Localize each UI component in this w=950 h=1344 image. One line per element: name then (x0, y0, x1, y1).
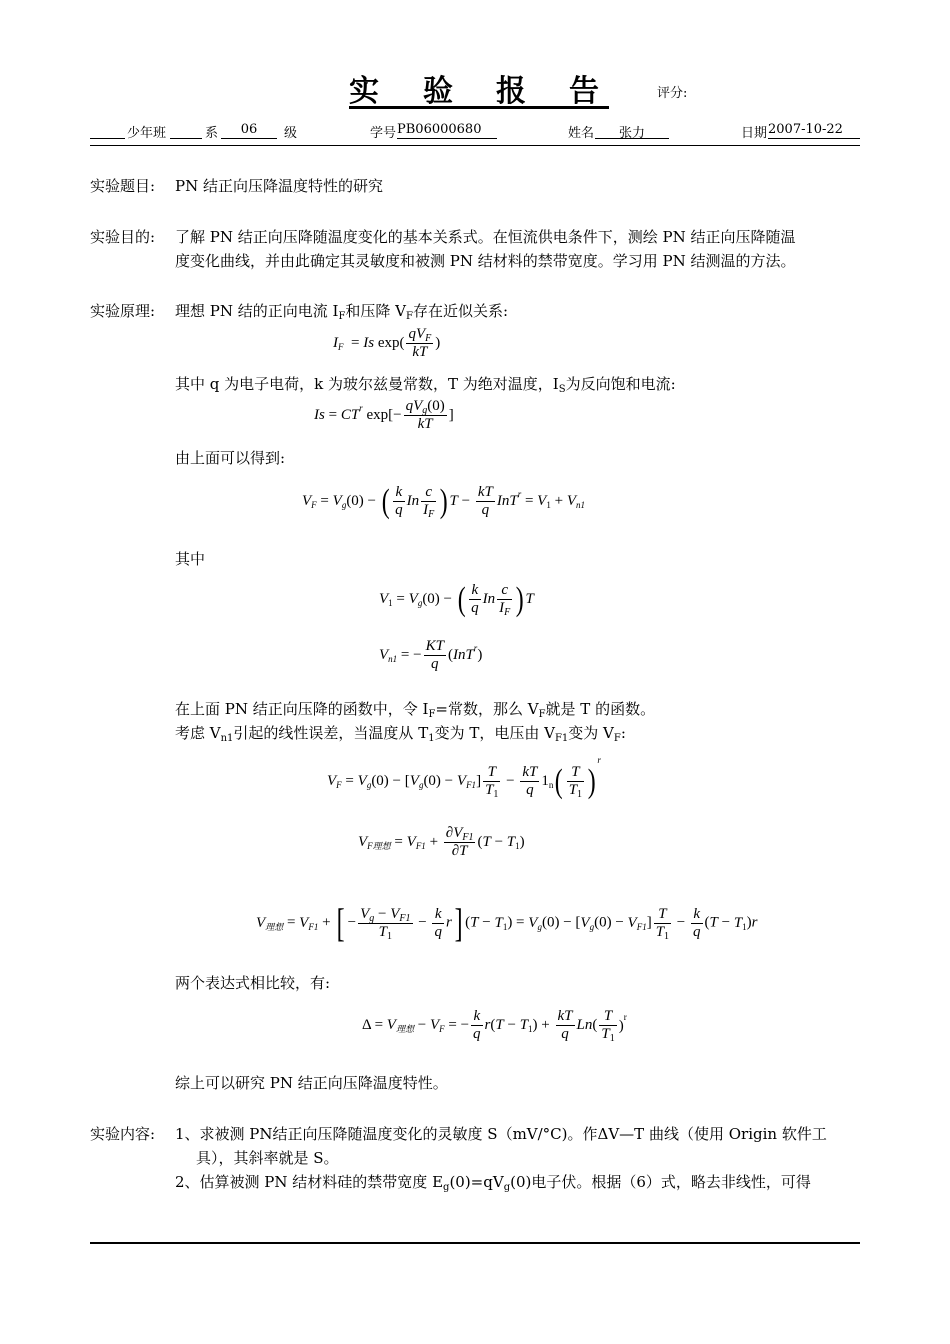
dept-label: 系 (205, 126, 219, 141)
principle-label: 实验原理: (90, 302, 156, 320)
student-info-line (90, 122, 860, 140)
header-rule (90, 145, 860, 146)
among-text: 其中 (175, 550, 206, 568)
score-label: 评分: (657, 86, 688, 101)
date-label: 日期 (741, 126, 768, 141)
date-value: 2007-10-22 (768, 122, 860, 139)
topic-text: PN 结正向压降温度特性的研究 (175, 177, 383, 195)
compare-text: 两个表达式相比较，有: (175, 974, 331, 992)
title-char: 报 (496, 74, 526, 109)
title-char: 告 (569, 74, 599, 109)
grade-value: 06 (221, 122, 277, 139)
derive-text: 由上面可以得到: (175, 449, 286, 467)
blank (170, 122, 202, 139)
content-item-1-line-1: 1、求被测 PN结正向压降随温度变化的灵敏度 S（mV/°C)。作ΔV—T 曲线（使用 Origin 软件工 (175, 1125, 827, 1143)
report-title (349, 66, 609, 109)
topic-label: 实验题目: (90, 177, 156, 195)
equation-diode-current: $I_F = Is$ exp( $\frac{qV_F}{kT}$ ) (333, 326, 441, 360)
blank (90, 122, 125, 139)
equation-v-ideal-expanded: $V_{理想} = V_{F1}$ + [ − $\frac{V_g - V_{F1}}{T_1}$ − $\frac{k}{q}$ r] $(T - T_1) = V_g(0) - [V_g(0) - V_{F1}]$ $\frac{T}{T_1}$ − $\frac{k}{q}$ $(T - T_1)r$ (256, 900, 758, 945)
class-label: 少年班 (127, 126, 167, 141)
purpose-line-2: 度变化曲线，并由此确定其灵敏度和被测 PN 结材料的禁带宽度。学习用 PN 结测温的方法。 (175, 252, 796, 270)
equation-forward-voltage: $V_F = V_g(0)$ − ( $\frac{k}{q}$ In $\frac{c}{I_F}$ ) T − $\frac{kT}{q}$ $InT^r = V_1 + V_{n1}$ (302, 482, 585, 520)
student-id-label: 学号 (370, 126, 397, 141)
equation-delta: $\Delta = V_{理想} - V_F$ = − $\frac{k}{q}$ $r(T - T_1)$ + $\frac{kT}{q}$ Ln( $\frac{T}{T_1}$ )$^r$ (362, 1008, 627, 1044)
purpose-label: 实验目的: (90, 228, 156, 246)
equation-v1: $V_1 = V_g(0)$ − ( $\frac{k}{q}$ In $\frac{c}{I_F}$ ) T (379, 580, 534, 618)
student-id-value: PB06000680 (397, 122, 497, 139)
equation-vn1: $V_{n1}$ = − $\frac{KT}{q}$ (InT$^r$) (379, 638, 483, 672)
equation-vf-linear-error: $V_F = V_g(0) - [V_g(0) - V_{F1}]$ $\frac{T}{T_1}$ − $\frac{kT}{q}$ $1_n$( $\frac{T}{T_1}$ )$^r$ (327, 755, 601, 801)
principle-intro: 理想 PN 结的正向电流 $I_F$和压降 $V_F$存在近似关系: (175, 302, 509, 322)
equation-saturation-current: $Is = CT^r$ exp[− $\frac{qV_g(0)}{kT}$ ] (314, 398, 454, 432)
grade-label: 级 (284, 126, 298, 141)
where-text: 其中 q 为电子电荷，k 为玻尔兹曼常数，T 为绝对温度，$I_S$为反向饱和电流: (175, 375, 676, 395)
name-value: 张力 (595, 122, 669, 139)
name-label: 姓名 (568, 126, 595, 141)
title-char: 实 (349, 74, 379, 109)
content-item-1-line-2: 具），其斜率就是 S。 (196, 1149, 339, 1167)
const-text: 在上面 PN 结正向压降的函数中，令 $I_F=$常数，那么 $V_F$就是 T 的函数。 (175, 700, 656, 720)
summary-text: 综上可以研究 PN 结正向压降温度特性。 (175, 1074, 448, 1092)
consider-text: 考虑 $V_{n1}$引起的线性误差，当温度从 $T_1$变为 T，电压由 $V_{F1}$变为 $V_F$: (175, 724, 626, 744)
equation-v-ideal-linear: $V_{F理想} = V_{F1}$ + $\frac{\partial V_{F1}}{\partial T}$ $(T - T_1)$ (358, 825, 525, 859)
content-label: 实验内容: (90, 1125, 156, 1143)
purpose-line-1: 了解 PN 结正向压降随温度变化的基本关系式。在恒流供电条件下，测绘 PN 结正向压降随温 (175, 228, 796, 246)
title-char: 验 (423, 74, 453, 109)
footer-rule (90, 1242, 860, 1244)
content-item-2: 2、估算被测 PN 结材料硅的禁带宽度 $E_g(0)=qV_g(0)$电子伏。根据（6）式，略去非线性，可得 (175, 1173, 811, 1193)
